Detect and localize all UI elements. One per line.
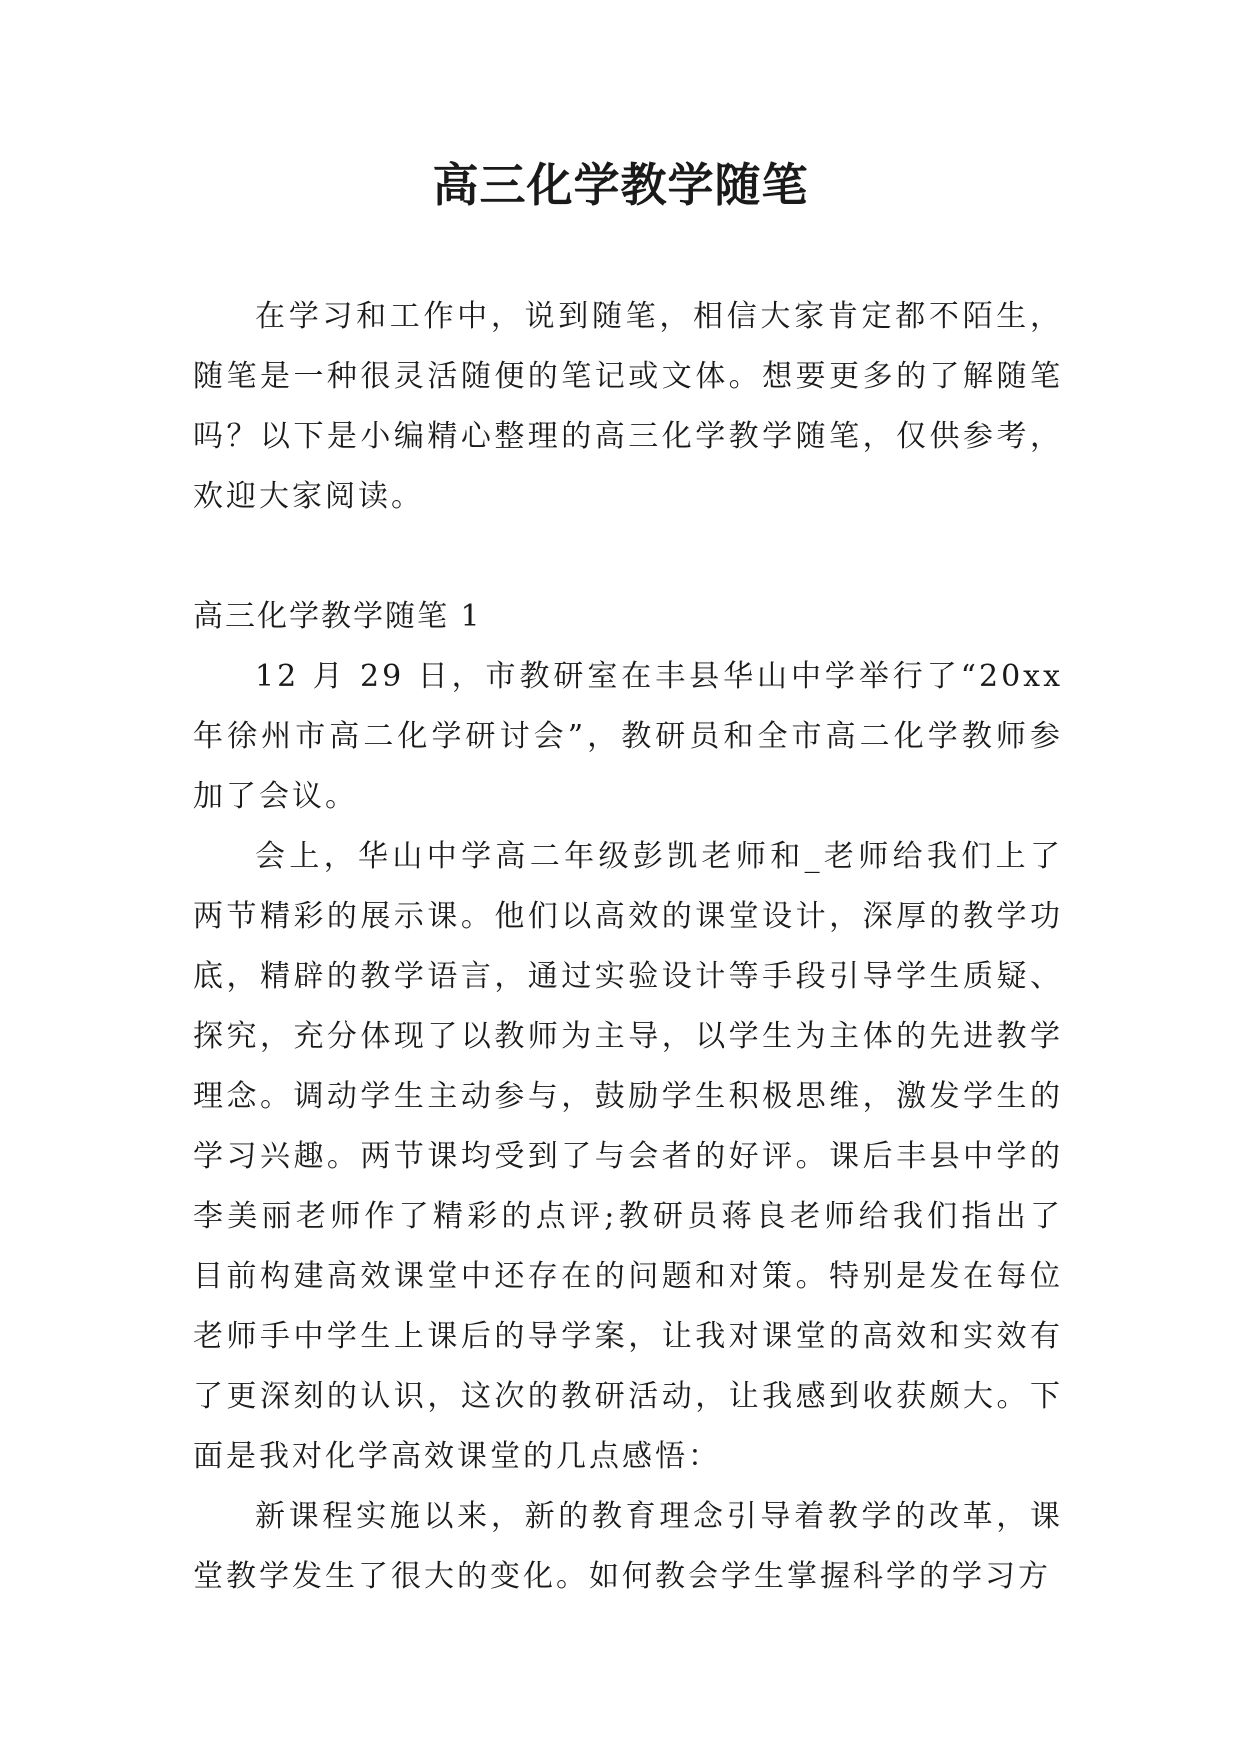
document-body xyxy=(193,287,1063,1607)
section-heading: 高三化学教学随笔 1 xyxy=(193,599,482,634)
paragraph-1: 12 月 29 日，市教研室在丰县华山中学举行了“20xx 年徐州市高二化学研讨会”，教研员和全市高二化学教师参加了会议。 xyxy=(193,659,1063,814)
intro-paragraph: 在学习和工作中，说到随笔，相信大家肯定都不陌生，随笔是一种很灵活随便的笔记或文体。想要更多的了解随笔吗？以下是小编精心整理的高三化学教学随笔，仅供参考，欢迎大家阅读。 xyxy=(193,299,1063,514)
section-spacer xyxy=(193,527,1063,587)
paragraph-2: 会上，华山中学高二年级彭凯老师和_老师给我们上了两节精彩的展示课。他们以高效的课堂设计，深厚的教学功底，精辟的教学语言，通过实验设计等手段引导学生质疑、探究，充分体现了以教师为主导，以学生为主体的先进教学理念。调动学生主动参与，鼓励学生积极思维，激发学生的学习兴趣。两节课均受到了与会者的好评。课后丰县中学的李美丽老师作了精彩的点评;教研员蒋良老师给我们指出了目前构建高效课堂中还存在的问题和对策。特别是发在每位老师手中学生上课后的导学案，让我对课堂的高效和实效有了更深刻的认识，这次的教研活动，让我感到收获颇大。下面是我对化学高效课堂的几点感悟： xyxy=(193,839,1063,1474)
document-title: 高三化学教学随笔 xyxy=(432,158,809,212)
paragraph-3: 新课程实施以来，新的教育理念引导着教学的改革，课堂教学发生了很大的变化。如何教会学生掌握科学的学习方 xyxy=(193,1499,1063,1594)
